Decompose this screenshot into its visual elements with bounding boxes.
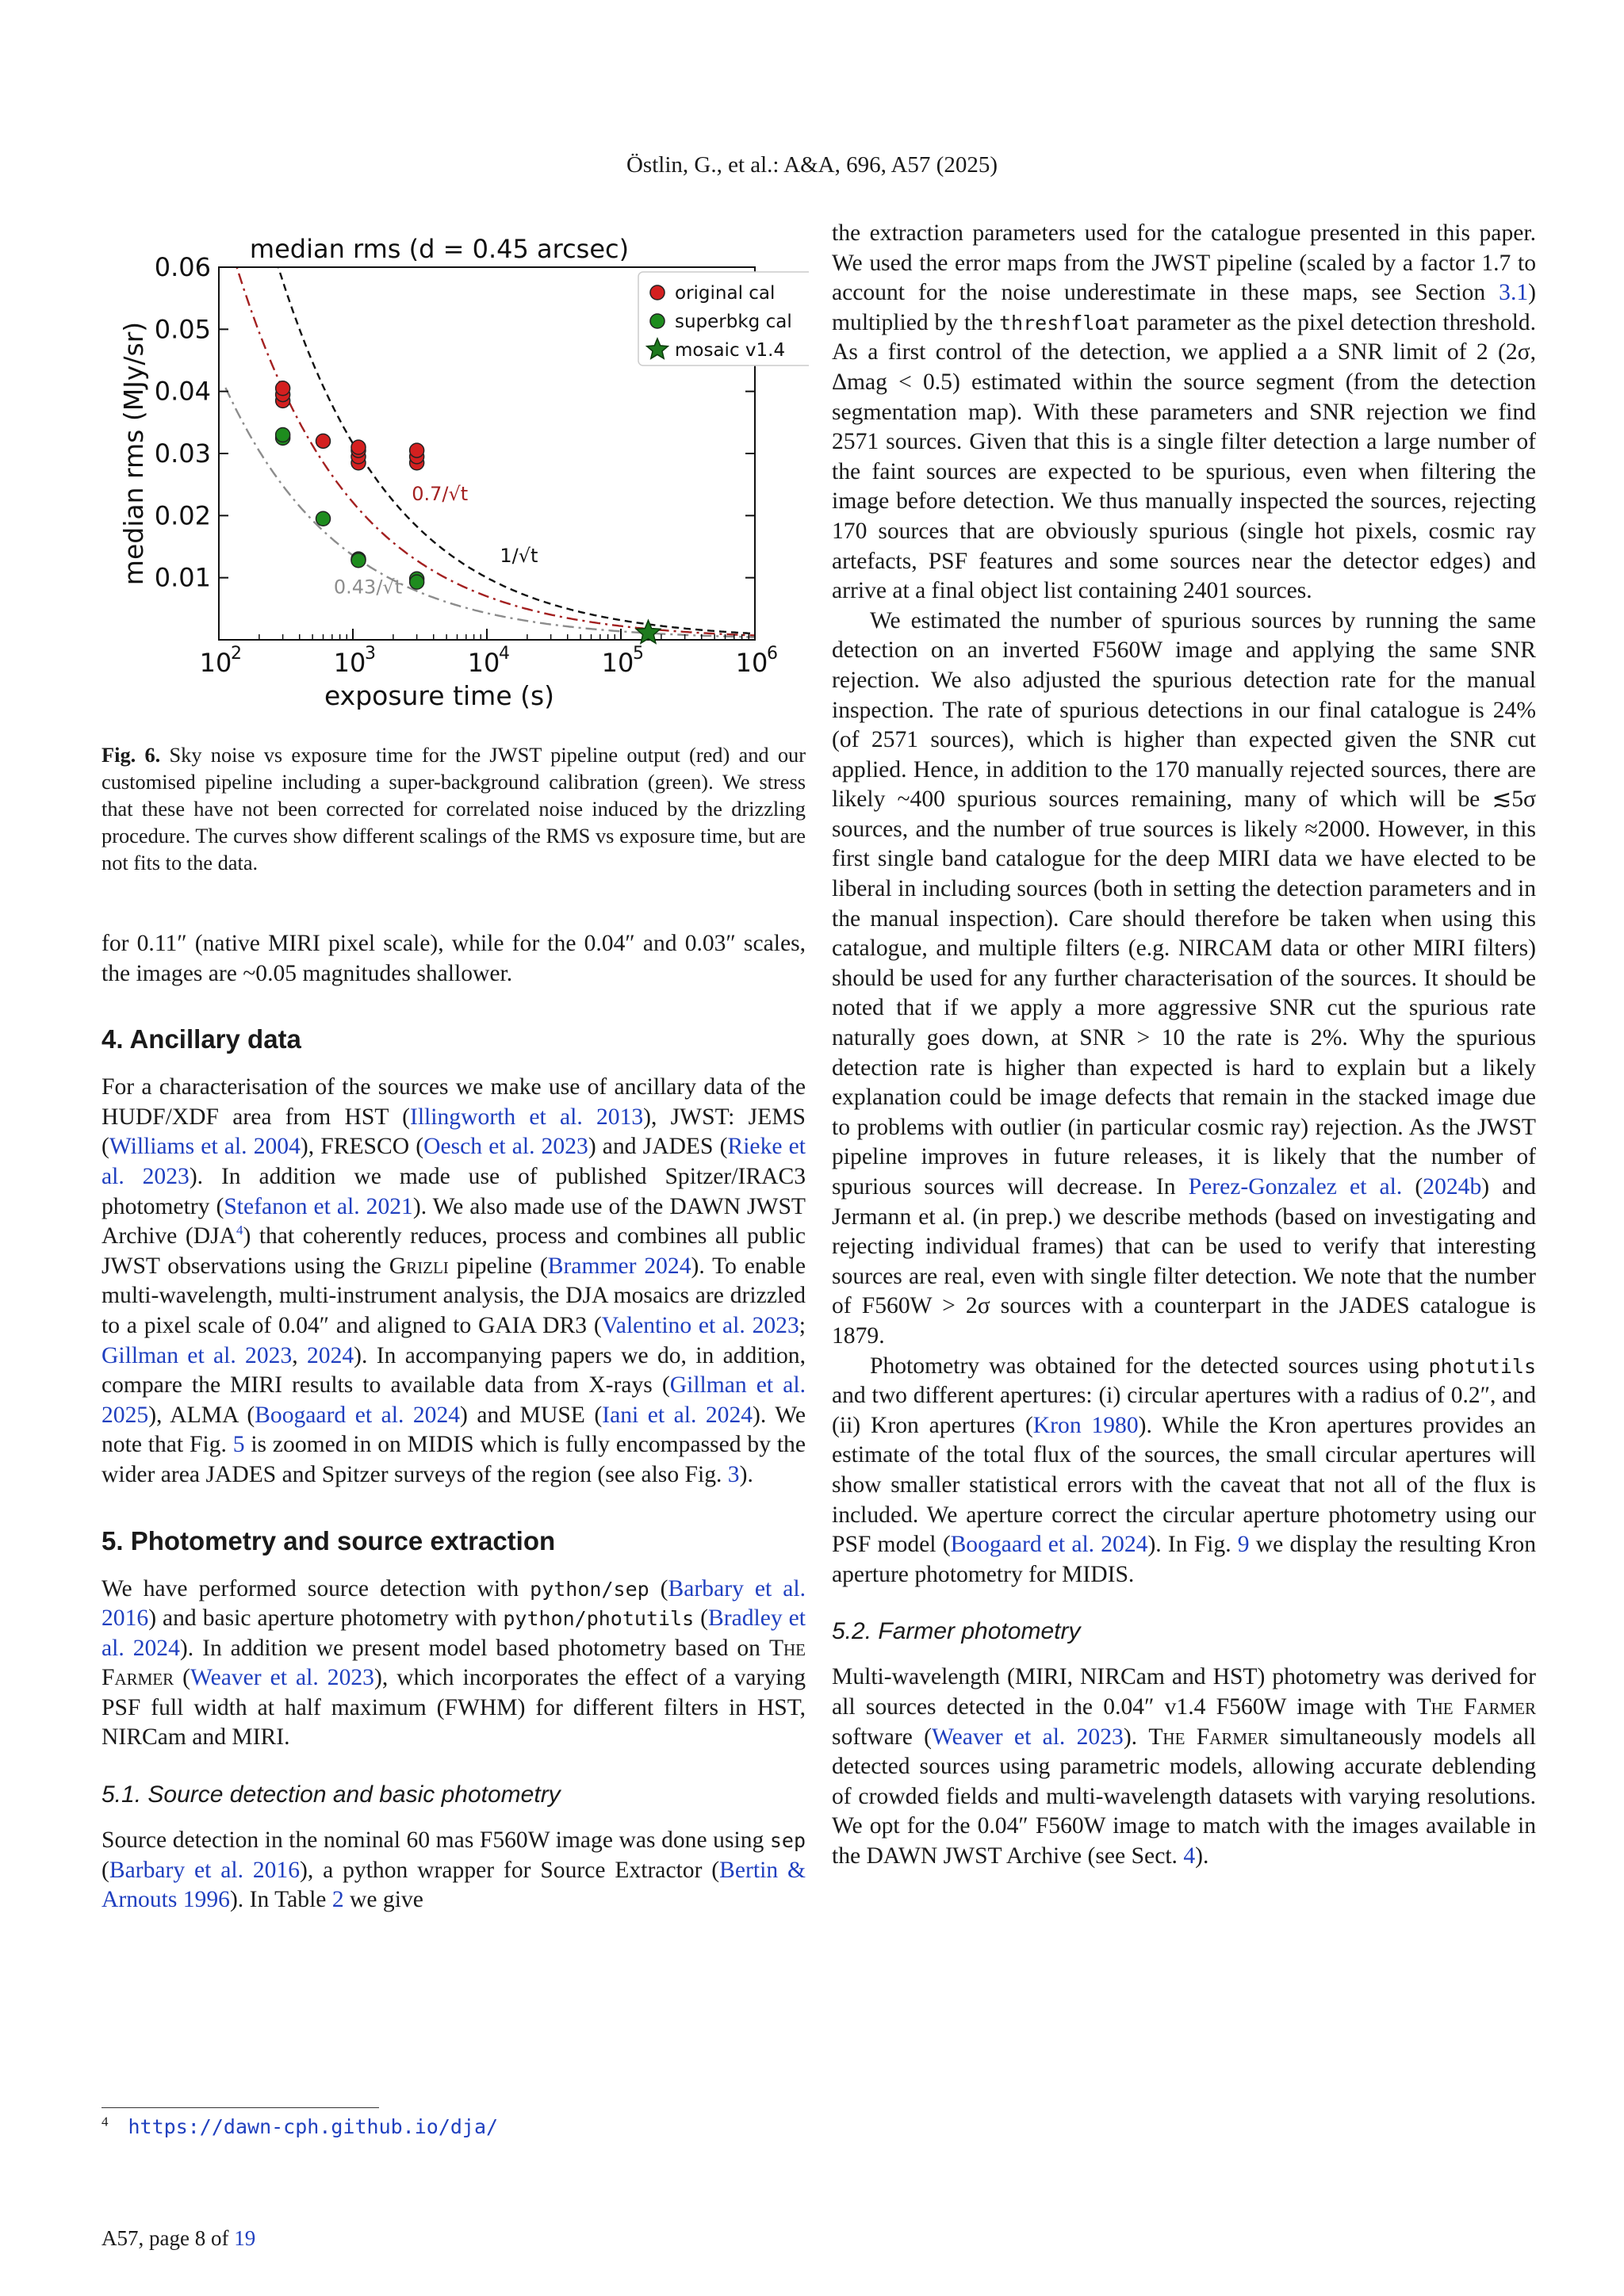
section-5-1-paragraph: Source detection in the nominal 60 mas F560W image was done using sep (Barbary et al. 2016), a python wrapper for Source Extractor (Bertin & Arnouts 1996). In Table 2 we give [102,1827,806,1913]
citation-link[interactable]: Boogaard et al. 2024 [255,1402,461,1428]
section-5-title: 5. Photometry and source extraction [102,1525,556,1556]
citation-link[interactable]: 2024b [1423,1174,1482,1200]
y-tick-label: 0.06 [154,252,211,282]
footnote-marker[interactable]: 4 [236,1223,243,1238]
right-column [832,219,1536,1871]
citation-link[interactable]: Bertin & Arnouts 1996 [102,1857,806,1913]
y-tick-label: 0.02 [154,500,211,531]
section-link[interactable]: 4 [1183,1843,1196,1869]
x-tick-exponent: 5 [633,644,644,664]
citation-link[interactable]: Barbary et al. 2016 [109,1857,301,1883]
grizli-name: Grizli [389,1253,449,1279]
data-point [410,443,424,457]
citation-link[interactable]: Boogaard et al. 2024 [950,1532,1148,1558]
left-intro-paragraph: for 0.11″ (native MIRI pixel scale), while for the 0.04″ and 0.03″ scales, the images are ~0.05 magnitudes shallower. [102,931,806,986]
x-tick-label: 10 [735,648,768,678]
footnote-url[interactable]: https://dawn-cph.github.io/dja/ [128,2115,499,2138]
section-5-2-title: 5.2. Farmer photometry [832,1618,1081,1645]
data-point [351,553,366,568]
x-tick-exponent: 3 [365,644,376,664]
footnote-rule [102,2107,379,2108]
citation-link[interactable]: Iani et al. 2024 [602,1402,753,1428]
x-tick-exponent: 6 [767,644,778,664]
legend-label: mosaic v1.4 [675,340,786,361]
data-point [276,381,290,396]
data-point [351,440,366,454]
citation-link[interactable]: Gillman et al. 2025 [102,1372,806,1428]
citation-link[interactable]: Weaver et al. 2023 [190,1665,374,1691]
footnote [102,2115,806,2139]
figure-link[interactable]: 3 [727,1461,740,1487]
section-4-title: 4. Ancillary data [102,1024,301,1054]
figure-label: Fig. 6. [102,743,161,767]
y-tick-label: 0.01 [154,562,211,593]
x-tick-exponent: 2 [231,644,242,664]
citation-link[interactable]: 2024 [306,1342,354,1368]
footer-prefix: A57, page 8 of [102,2226,235,2250]
y-axis-label: median rms (MJy/sr) [118,321,149,586]
x-tick-label: 10 [601,648,634,678]
curve-label: 0.7/√t [412,482,469,505]
citation-link[interactable]: Stefanon et al. 2021 [224,1193,413,1219]
section-link[interactable]: 3.1 [1499,280,1529,306]
data-point [316,511,331,526]
figure-link[interactable]: 5 [232,1432,245,1458]
y-tick-label: 0.03 [154,438,211,469]
figure-caption-text: Sky noise vs exposure time for the JWST pipeline output (red) and our customised pipeline including a super-background calibration (green). We stress that these have not been corrected for correlated noise induced by the drizzling procedure. The curves show different scalings of the RMS vs exposure time, but are not fits to the data. [102,743,806,874]
citation-link[interactable]: Barbary et al. 2016 [102,1575,806,1632]
citation-link[interactable]: Illingworth et al. 2013 [409,1104,644,1130]
table-link[interactable]: 2 [331,1887,344,1913]
running-head: Östlin, G., et al.: A&A, 696, A57 (2025) [626,152,998,178]
citation-link[interactable]: Kron 1980 [1032,1412,1139,1438]
citation-link[interactable]: Williams et al. 2004 [109,1134,301,1160]
data-point [410,575,424,589]
y-tick-label: 0.04 [154,376,211,407]
section-5-paragraph: We have performed source detection with python/sep (Barbary et al. 2016) and basic aperture photometry with python/photutils (Bradley et al. 2024). In addition we present model based photometry based on The Farmer (Weaver et al. 2023), which incorporates the effect of a varying PSF full width at half maximum (FWHM) for different filters in HST, NIRCam and MIRI. [102,1575,806,1751]
citation-link[interactable]: Rieke et al. 2023 [102,1134,806,1189]
legend-marker [650,314,665,328]
x-tick-label: 10 [199,648,232,678]
the-farmer-name: The Farmer [102,1635,806,1691]
scaling-curve [225,388,755,637]
citation-link[interactable]: Perez-Gonzalez et al. [1188,1174,1403,1200]
curve-label: 0.43/√t [333,576,403,599]
citation-link[interactable]: Brammer 2024 [547,1253,691,1279]
footer-total-pages-link[interactable]: 19 [234,2226,256,2250]
y-tick-label: 0.05 [154,314,211,345]
x-tick-exponent: 4 [499,644,510,664]
figure-chart [111,226,809,710]
citation-link[interactable]: Gillman et al. 2023 [102,1342,293,1368]
right-paragraph-4: Multi-wavelength (MIRI, NIRCam and HST) photometry was derived for all sources detected in the 0.04″ v1.4 F560W image with The Farmer software (Weaver et al. 2023). The Farmer simultaneously models all detected sources using parametric models, allowing accurate deblending of crowded fields and multi-wavelength datasets with varying resolutions. We opt for the 0.04″ F560W image to match with the images available in the DAWN JWST Archive (see Sect. 4). [832,1664,1537,1869]
right-paragraph-1: the extraction parameters used for the catalogue presented in this paper. We used the error maps from the JWST pipeline (scaled by a factor 1.7 to account for the noise underestimate in these maps, see Section 3.1) multiplied by the threshfloat parameter as the pixel detection threshold. As a first control of the detection, we applied a a SNR limit of 2 (2σ, Δmag < 0.5) estimated within the source segment (from the detection segmentation map). With these parameters and SNR rejection we find 2571 sources. Given that this is a single filter detection a large number of the faint sources are expected to be spurious, even when filtering the image before detection. We thus manually inspected the sources, rejecting 170 sources that are obviously spurious (single hot pixels, cosmic ray artefacts, PSF features and some sources near the detector edges) and arrive at a final object list containing 2401 sources. [832,220,1536,604]
figure-caption [102,741,806,876]
legend-marker [650,285,665,300]
footnote-number: 4 [102,2114,109,2130]
chart-title: median rms (d = 0.45 arcsec) [249,234,630,264]
right-paragraph-3: Photometry was obtained for the detected sources using photutils and two different apertures: (i) circular apertures with a radius of 0.2″, and (ii) Kron apertures (Kron 1980). While the Kron apertures provides an estimate of the total flux of the sources, the small circular apertures will show smaller statistical errors with the caveat that not all of the flux is included. We aperture correct the circular aperture photometry using our PSF model (Boogaard et al. 2024). In Fig. 9 we display the resulting Kron aperture photometry for MIDIS. [832,1353,1536,1587]
x-tick-label: 10 [333,648,366,678]
legend-label: superbkg cal [675,312,792,332]
citation-link[interactable]: Valentino et al. 2023 [601,1312,799,1338]
left-column [102,929,806,1915]
figure-link[interactable]: 9 [1237,1532,1250,1558]
page-footer [102,2226,255,2251]
x-axis-label: exposure time (s) [324,680,555,710]
data-point [316,434,331,448]
legend-label: original cal [675,283,776,304]
right-paragraph-2: We estimated the number of spurious sources by running the same detection on an inverted F560W image and applying the same SNR rejection. We also adjusted the spurious detection rate for the manual inspection. The rate of spurious detections in our final catalogue is 24% (of 2571 sources), which is higher than expected given the SNR cut applied. Hence, in addition to the 170 manually rejected sources, there are likely ~400 spurious sources remaining, many of which will be ≲5σ sources, and the number of true sources is likely ≈2000. However, in this first single band catalogue for the deep MIRI data we have elected to be liberal in including sources (both in setting the detection parameters and in the manual inspection). Care should therefore be taken when using this catalogue, and multiple filters (e.g. NIRCAM data or other MIRI filters) should be used for any further characterisation of the sources. It should be noted that if we apply a more aggressive SNR cut the spurious rate naturally goes down, at SNR > 10 the rate is 2%. Why the spurious detection rate is higher than expected is hard to explain but a likely explanation could be image defects that remain in the stacked image due to problems with outlier (in particular cosmic ray) rejection. As the JWST pipeline improves in future releases, it is likely that the number of spurious sources will decrease. In Perez-Gonzalez et al. (2024b) and Jermann et al. (in prep.) we describe methods (based on investigating and rejecting individual frames) that can be used to verify that interesting sources are real, even with single filter detection. We note that the number of F560W > 2σ sources with a counterpart in the JADES catalogue is 1879. [832,607,1536,1349]
x-tick-label: 10 [467,648,500,678]
curve-label: 1/√t [500,545,538,568]
section-5-1-title: 5.1. Source detection and basic photometry [102,1781,561,1808]
citation-link[interactable]: Weaver et al. 2023 [932,1724,1124,1750]
citation-link[interactable]: Bradley et al. 2024 [102,1605,806,1661]
data-point [276,428,290,442]
citation-link[interactable]: Oesch et al. 2023 [423,1134,588,1160]
section-4-paragraph: For a characterisation of the sources we make use of ancillary data of the HUDF/XDF area from HST (Illingworth et al. 2013), JWST: JEMS (Williams et al. 2004), FRESCO (Oesch et al. 2023) and JADES (Rieke et al. 2023). In addition we made use of published Spitzer/IRAC3 photometry (Stefanon et al. 2021). We also made use of the DAWN JWST Archive (DJA$^4$) that coherently reduces, process and combines all public JWST observations using the Grizli pipeline (Brammer 2024). To enable multi-wavelength, multi-instrument analysis, the DJA mosaics are drizzled to a pixel scale of 0.04″ and aligned to GAIA DR3 (Valentino et al. 2023; Gillman et al. 2023, 2024). In accompanying papers we do, in addition, compare the MIRI results to available data from X-rays (Gillman et al. 2025), ALMA (Boogaard et al. 2024) and MUSE (Iani et al. 2024). We note that Fig. 5 is zoomed in on MIDIS which is fully encompassed by the wider area JADES and Spitzer surveys of the region (see also Fig. 3). [102,1074,806,1487]
